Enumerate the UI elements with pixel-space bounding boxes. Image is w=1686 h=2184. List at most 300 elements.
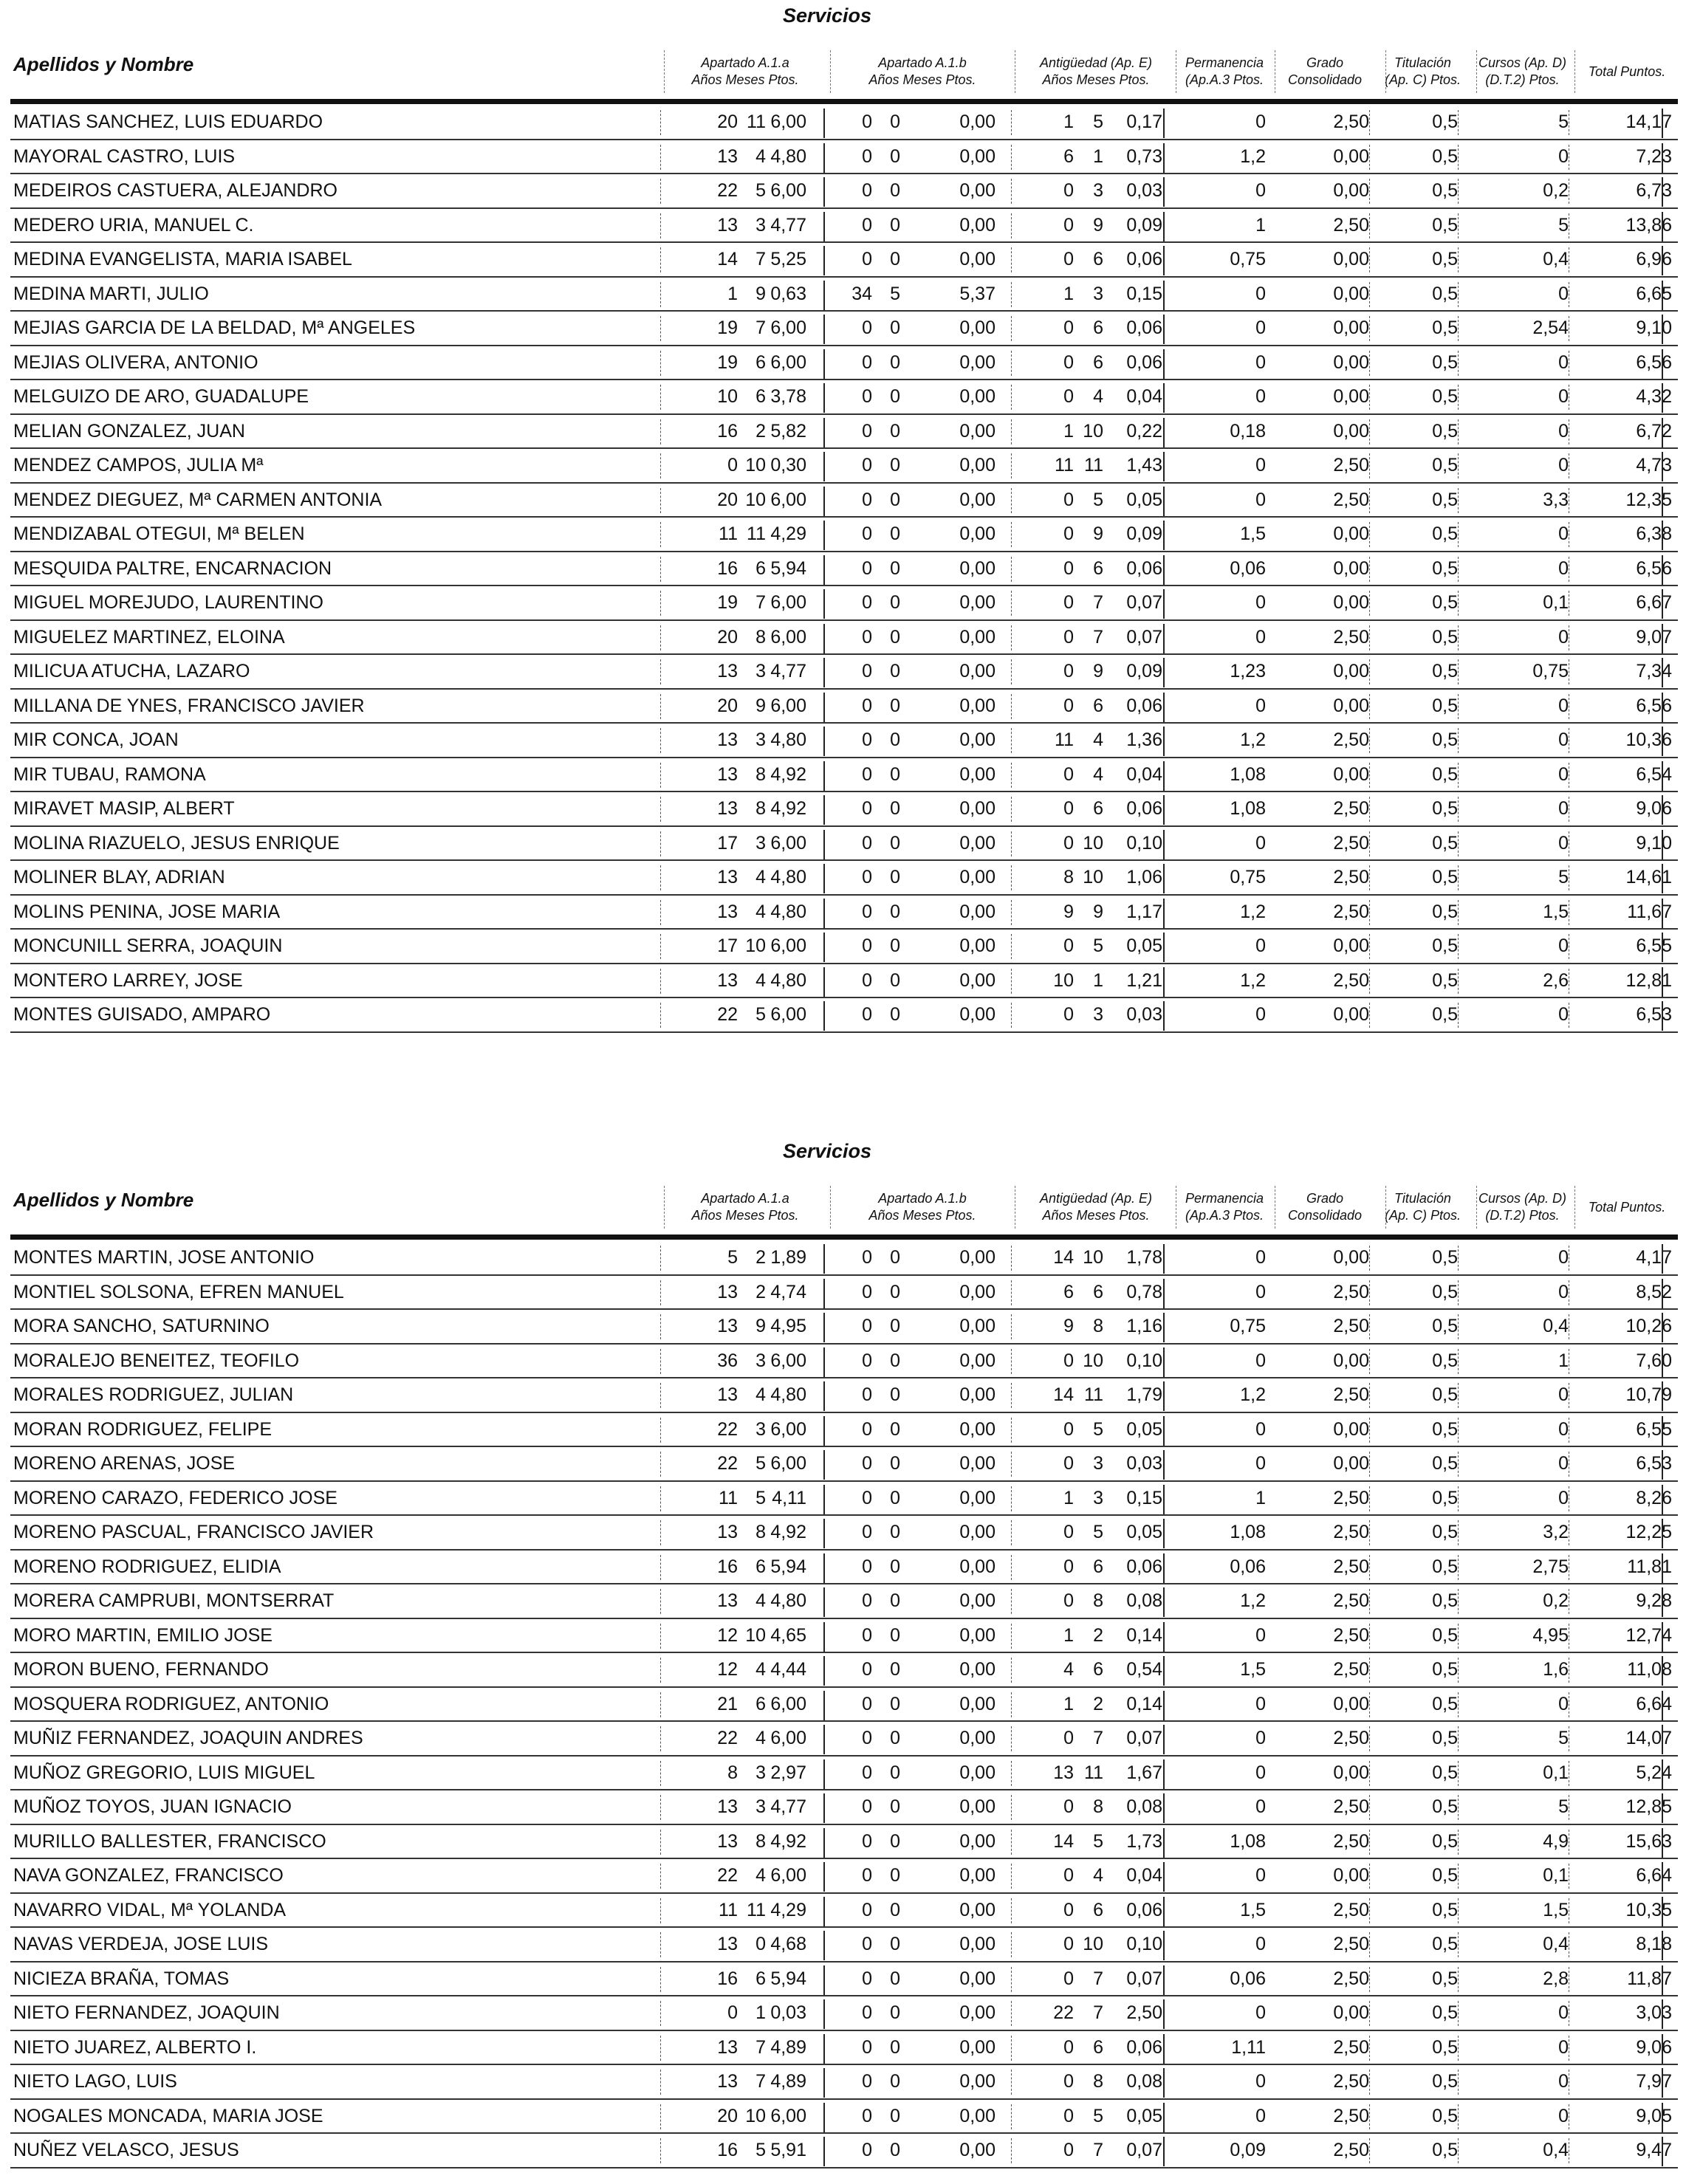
cell-divider [1011,1726,1012,1751]
cell-value: 4,29 [770,523,806,544]
cell-value: 0 [890,969,900,991]
cell-border [823,1862,825,1892]
cell-value: 22 [717,1453,738,1474]
cell-value: 0,00 [959,351,996,373]
cell-border [1163,212,1165,241]
cell-value: 0,75 [1230,867,1266,887]
cell-divider [1369,865,1370,890]
row-rule [10,1031,1678,1033]
cell-value: 6,00 [770,2105,806,2126]
cell-value: 13 [717,1830,738,1852]
cell-value: 0,75 [1230,1316,1266,1336]
cell-divider [660,1692,661,1717]
employee-name: MIR CONCA, JOAN [13,729,179,750]
cell-value: 0,00 [1333,1350,1369,1371]
cell-value: 4,92 [770,1830,806,1852]
cell-value: 0 [1558,523,1569,544]
cell-value: 0,00 [959,1281,996,1302]
cell-value: 0 [1063,317,1074,338]
cell-value: 0 [890,1934,900,1954]
cell-divider [660,1003,661,1028]
header-divider [1385,1186,1386,1229]
cell-value: 0 [862,1004,872,1025]
cell-value: 5,25 [770,249,806,269]
cell-value: 0 [862,1934,872,1954]
cell-value: 0,14 [1126,1624,1162,1646]
cell-value: 0,06 [1126,1899,1162,1920]
cell-value: 0,00 [959,729,996,750]
cell-divider [1458,1624,1459,1649]
cell-border [1163,418,1165,447]
cell-value: 7 [755,592,766,613]
cell-border [1662,109,1663,138]
cell-value: 7,97 [1636,2071,1672,2092]
cell-border [1662,1691,1663,1720]
cell-value: 8 [755,1830,766,1852]
cell-value: 0,00 [1333,2002,1369,2023]
cell-value: 2,97 [770,1762,806,1783]
cell-value: 7,34 [1636,661,1672,681]
cell-value: 5,91 [770,2140,806,2160]
cell-border [1163,555,1165,585]
cell-value: 4 [755,1728,766,1748]
cell-value: 0,4 [1543,1316,1569,1336]
table-row [10,518,1678,552]
cell-value: 12,81 [1625,969,1672,991]
cell-value: 9 [755,695,766,716]
cell-value: 0,5 [1432,455,1458,475]
cell-value: 2 [755,1281,766,1302]
cell-divider [1458,2138,1459,2163]
cell-value: 0,5 [1432,1522,1458,1542]
cell-border [823,1965,825,1995]
cell-value: 0 [890,626,900,648]
cell-divider [1369,1589,1370,1614]
table-row [10,415,1678,450]
employee-name: MEDEIROS CASTUERA, ALEJANDRO [13,180,337,201]
cell-value: 11 [719,1899,738,1920]
cell-value: 5 [755,1453,766,1474]
cell-value: 0,00 [1333,1004,1369,1025]
cell-value: 0 [862,2105,872,2126]
cell-value: 0 [1558,1384,1569,1405]
cell-value: 0 [1063,763,1074,785]
cell-value: 6,72 [1636,420,1672,442]
cell-divider [1369,659,1370,684]
cell-border [1163,1931,1165,1960]
cell-value: 1,5 [1240,523,1266,544]
cell-value: 2,50 [1333,489,1369,510]
cell-value: 0,5 [1432,1487,1458,1508]
cell-value: 0,14 [1126,1693,1162,1714]
cell-value: 0 [890,214,900,236]
cell-value: 22 [1053,2002,1074,2023]
cell-value: 5 [1558,1728,1569,1748]
cell-value: 0,5 [1432,661,1458,681]
cell-value: 0,00 [959,455,996,475]
cell-value: 7 [1093,1728,1103,1748]
cell-value: 2,50 [1333,455,1369,475]
cell-border [1163,1001,1165,1031]
cell-divider [1011,247,1012,272]
cell-value: 0 [862,1830,872,1852]
cell-value: 0 [862,557,872,579]
cell-value: 0 [862,145,872,167]
employee-name: MORO MARTIN, EMILIO JOSE [13,1624,273,1646]
cell-divider [1458,1658,1459,1683]
cell-value: 2,50 [1333,1316,1369,1336]
cell-value: 1,2 [1240,729,1266,750]
cell-divider [660,488,661,513]
cell-value: 0 [862,867,872,887]
cell-divider [1011,488,1012,513]
cell-border [1662,693,1663,722]
cell-divider [1369,934,1370,959]
cell-value: 0,5 [1432,2036,1458,2058]
cell-divider [1369,351,1370,376]
cell-value: 4,95 [770,1316,806,1336]
cell-value: 8 [727,1762,738,1783]
cell-value: 0,00 [959,2036,996,2058]
cell-value: 0 [1558,351,1569,373]
cell-value: 4,77 [770,214,806,236]
cell-value: 0,00 [959,145,996,167]
cell-border [1662,1416,1663,1446]
cell-divider [1458,1589,1459,1614]
cell-divider [1458,900,1459,925]
cell-value: 0 [1255,386,1266,407]
cell-border [823,246,825,275]
cell-value: 10 [1083,420,1103,442]
cell-value: 0,00 [1333,317,1369,338]
cell-divider [660,1967,661,1992]
cell-divider [1458,1452,1459,1477]
cell-value: 0,5 [1432,111,1458,132]
cell-value: 0 [1063,832,1074,854]
cell-divider [1369,728,1370,753]
cell-value: 4,17 [1636,1247,1672,1268]
cell-value: 2,50 [1333,1796,1369,1817]
cell-value: 5,24 [1636,1762,1672,1783]
cell-divider [1011,1314,1012,1339]
cell-value: 22 [717,1865,738,1886]
cell-value: 13 [717,2071,738,2092]
cell-value: 5 [1093,1830,1103,1852]
cell-border [1662,1931,1663,1960]
cell-value: 0 [890,2140,900,2160]
cell-value: 10,26 [1625,1316,1672,1336]
cell-border [1163,1656,1165,1686]
cell-value: 3 [755,661,766,681]
cell-divider [1458,1967,1459,1992]
table-row [10,655,1678,690]
cell-value: 0 [862,661,872,681]
cell-value: 1,67 [1126,1762,1162,1783]
cell-value: 2,50 [1333,111,1369,132]
cell-value: 0,06 [1126,1556,1162,1577]
cell-value: 13 [717,1934,738,1954]
cell-border [823,1450,825,1480]
cell-divider [1458,1314,1459,1339]
cell-value: 0,00 [959,111,996,132]
cell-divider [1458,865,1459,890]
table-row [10,1825,1678,1860]
cell-divider [1458,316,1459,341]
cell-value: 7 [755,249,766,269]
cell-value: 0,00 [959,969,996,991]
cell-divider [1369,797,1370,822]
cell-divider [1458,1795,1459,1820]
cell-value: 1,78 [1126,1247,1162,1268]
cell-value: 0 [1558,1693,1569,1714]
cell-value: 5,37 [959,283,996,304]
cell-divider [1458,1486,1459,1511]
cell-value: 4 [1093,763,1103,785]
cell-value: 0 [1558,935,1569,956]
cell-value: 2,50 [1333,1728,1369,1748]
cell-value: 0 [862,1522,872,1542]
cell-value: 0,04 [1126,386,1162,407]
cell-border [1662,1279,1663,1308]
cell-value: 1 [1063,1624,1074,1646]
cell-value: 0,2 [1543,1590,1569,1611]
cell-divider [1011,797,1012,822]
cell-value: 6,00 [770,1453,806,1474]
cell-divider [1369,2070,1370,2095]
cell-value: 12 [717,1659,738,1680]
cell-border [1163,1244,1165,1274]
header-divider [664,50,665,93]
cell-value: 1,36 [1126,729,1162,750]
cell-divider [1458,213,1459,238]
cell-value: 0,5 [1432,798,1458,819]
cell-value: 0 [890,1693,900,1714]
cell-border [823,452,825,481]
cell-value: 0 [1063,2105,1074,2126]
cell-value: 0,5 [1432,1453,1458,1474]
cell-value: 0,00 [959,2002,996,2023]
cell-border [823,693,825,722]
employee-name: MENDEZ CAMPOS, JULIA Mª [13,455,264,475]
cell-value: 0,5 [1432,695,1458,716]
section-title: Servicios [782,1140,872,1162]
cell-value: 1,23 [1230,661,1266,681]
cell-divider [660,145,661,170]
cell-value: 6 [1093,1899,1103,1920]
header-divider [1574,1186,1575,1229]
cell-value: 0 [890,901,900,922]
cell-divider [660,316,661,341]
table-row [10,1584,1678,1619]
cell-divider [1369,625,1370,650]
table-row [10,1276,1678,1311]
cell-value: 6,56 [1636,557,1672,579]
employee-name: MOLINS PENINA, JOSE MARIA [13,901,281,922]
cell-divider [1369,969,1370,994]
cell-value: 1 [1255,214,1266,236]
cell-value: 16 [717,420,738,442]
cell-value: 9 [1093,661,1103,681]
cell-value: 2,50 [1333,1659,1369,1680]
cell-divider [1011,1383,1012,1408]
cell-value: 0,00 [1333,1418,1369,1440]
cell-divider [1369,1830,1370,1855]
cell-value: 0 [1255,2071,1266,2092]
cell-value: 0,00 [959,1796,996,1817]
cell-value: 5 [1093,489,1103,510]
cell-divider [1458,728,1459,753]
cell-divider [660,900,661,925]
cell-value: 0 [1558,2036,1569,2058]
cell-value: 0 [890,2105,900,2126]
cell-border [1662,1622,1663,1652]
cell-value: 0 [1558,798,1569,819]
cell-value: 4 [755,1865,766,1886]
cell-value: 0,5 [1432,214,1458,236]
table-row [10,1447,1678,1482]
cell-value: 6,00 [770,489,806,510]
cell-value: 2 [1093,1693,1103,1714]
cell-border [823,521,825,550]
cell-divider [660,1246,661,1271]
cell-value: 0,00 [959,1865,996,1886]
cell-value: 0 [1063,1728,1074,1748]
cell-border [823,418,825,447]
cell-value: 0 [862,626,872,648]
table-row [10,209,1678,244]
cell-value: 2,50 [1333,1487,1369,1508]
cell-divider [660,591,661,616]
employee-name: MENDIZABAL OTEGUI, Mª BELEN [13,523,305,544]
employee-name: MORALES RODRIGUEZ, JULIAN [13,1384,294,1405]
cell-value: 20 [717,2105,738,2126]
cell-value: 0 [890,2036,900,2058]
cell-value: 0,00 [959,592,996,613]
cell-value: 10,79 [1625,1384,1672,1405]
cell-value: 0,08 [1126,1796,1162,1817]
cell-border [1163,1587,1165,1617]
cell-divider [1369,145,1370,170]
cell-value: 2,50 [1333,1384,1369,1405]
employee-name: MILLANA DE YNES, FRANCISCO JAVIER [13,695,365,716]
cell-border [1662,589,1663,619]
cell-value: 0 [1558,832,1569,854]
cell-value: 3 [1093,180,1103,201]
cell-value: 0 [1063,592,1074,613]
cell-value: 0 [862,1418,872,1440]
cell-divider [1458,831,1459,856]
cell-divider [660,2138,661,2163]
cell-value: 0,5 [1432,867,1458,887]
cell-value: 0,00 [959,798,996,819]
cell-value: 0 [862,763,872,785]
cell-value: 7 [755,317,766,338]
cell-value: 7,23 [1636,145,1672,167]
table-row [10,1310,1678,1345]
cell-value: 0 [890,832,900,854]
cell-value: 0,00 [959,1968,996,1989]
cell-value: 0,75 [1532,661,1569,681]
cell-value: 0,5 [1432,1762,1458,1783]
cell-divider [1369,282,1370,307]
cell-divider [660,110,661,135]
cell-value: 14 [1053,1384,1074,1405]
cell-value: 0,10 [1126,1934,1162,1954]
table-row [10,278,1678,312]
cell-value: 0,5 [1432,1418,1458,1440]
cell-value: 0 [890,420,900,442]
cell-value: 3 [1093,283,1103,304]
header-divider [830,50,831,93]
cell-value: 13 [717,1590,738,1611]
table-row [10,1653,1678,1688]
cell-divider [1369,1246,1370,1271]
cell-divider [1011,1898,1012,1923]
cell-value: 0 [1063,523,1074,544]
cell-value: 8 [755,763,766,785]
cell-value: 3 [755,729,766,750]
cell-value: 0,5 [1432,317,1458,338]
cell-divider [1458,1280,1459,1305]
employee-name: MORENO PASCUAL, FRANCISCO JAVIER [13,1522,374,1542]
cell-border [1163,521,1165,550]
cell-value: 4 [1093,729,1103,750]
cell-value: 0 [1063,695,1074,716]
cell-value: 4,89 [770,2071,806,2092]
cell-value: 14,07 [1625,1728,1672,1748]
cell-divider [1369,522,1370,547]
cell-border [1163,1897,1165,1926]
cell-border [1662,555,1663,585]
cell-divider [660,2036,661,2061]
cell-value: 0,00 [1333,592,1369,613]
cell-value: 0 [862,901,872,922]
cell-value: 16 [717,2140,738,2160]
cell-value: 10 [745,1624,766,1646]
cell-value: 0,00 [959,249,996,269]
cell-value: 1 [1255,1487,1266,1508]
cell-border [823,143,825,173]
cell-value: 0,06 [1126,249,1162,269]
cell-value: 0,04 [1126,1865,1162,1886]
table-row [10,1688,1678,1723]
cell-value: 5 [755,1487,766,1508]
cell-divider [1011,213,1012,238]
cell-value: 0 [1255,489,1266,510]
cell-value: 1,08 [1230,1522,1266,1542]
cell-value: 4,80 [770,901,806,922]
cell-border [823,1244,825,1274]
cell-border [1163,624,1165,653]
cell-value: 36 [717,1350,738,1371]
cell-value: 0 [1255,1247,1266,1268]
cell-value: 0 [1558,729,1569,750]
cell-value: 6 [755,386,766,407]
cell-value: 0 [890,1453,900,1474]
cell-value: 13 [717,729,738,750]
cell-value: 0 [890,798,900,819]
table-row [10,1516,1678,1551]
table-row [10,1757,1678,1791]
cell-divider [1458,1932,1459,1957]
cell-value: 0 [862,1693,872,1714]
cell-value: 0,00 [959,2140,996,2160]
cell-divider [1369,488,1370,513]
cell-value: 11,67 [1627,901,1672,922]
cell-divider [1458,2036,1459,2061]
cell-value: 10 [745,489,766,510]
cell-divider [1011,419,1012,444]
